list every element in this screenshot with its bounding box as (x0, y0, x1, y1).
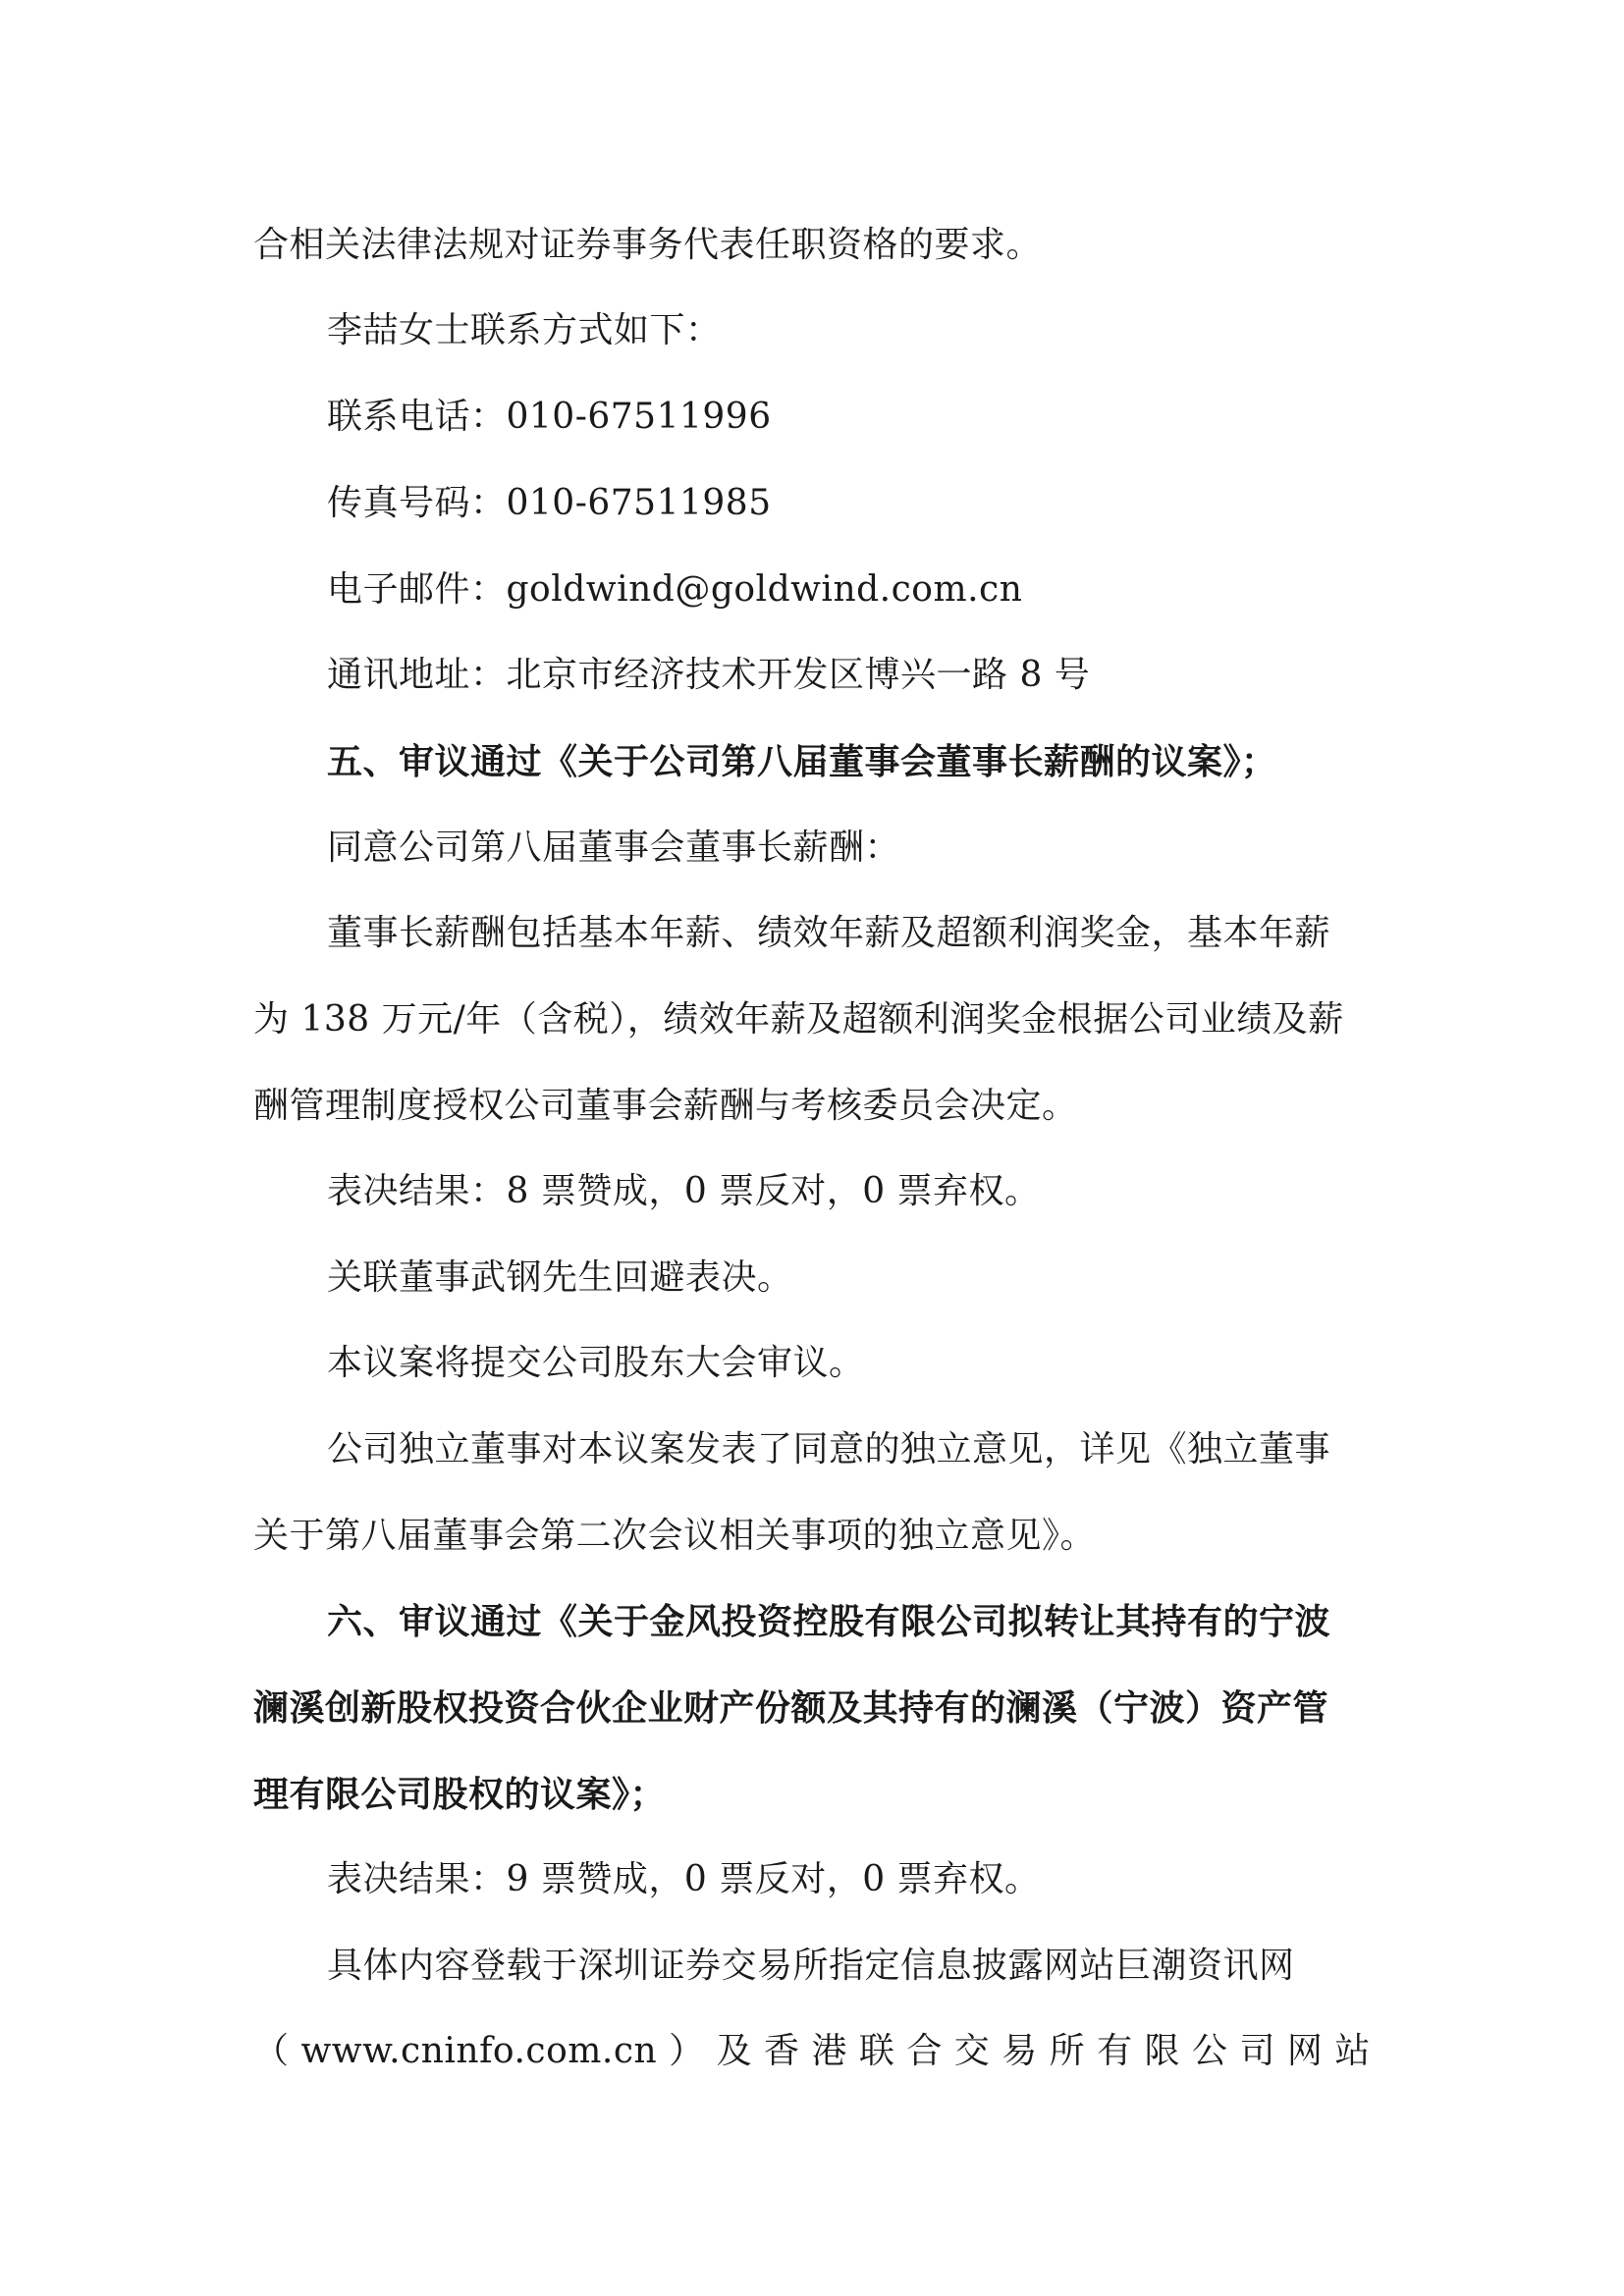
contact-intro: 李喆女士联系方式如下： (327, 310, 722, 350)
paragraph-line: 酬管理制度授权公司董事会薪酬与考核委员会决定。 (253, 1086, 1078, 1126)
paragraph-line: 合相关法律法规对证券事务代表任职资格的要求。 (253, 225, 1043, 265)
contact-phone: 联系电话：010-67511996 (327, 397, 772, 437)
paragraph-line: 具体内容登载于深圳证券交易所指定信息披露网站巨潮资讯网 (327, 1946, 1295, 1986)
contact-email: 电子邮件：goldwind@goldwind.com.cn (327, 569, 1023, 610)
section-heading-6-cont: 澜溪创新股权投资合伙企业财产份额及其持有的澜溪（宁波）资产管 (253, 1687, 1329, 1729)
section-heading-5: 五、审议通过《关于公司第八届董事会董事长薪酬的议案》； (327, 741, 1277, 782)
paragraph-line: 同意公司第八届董事会董事长薪酬： (327, 828, 901, 868)
paragraph-line: 为 138 万元/年（含税），绩效年薪及超额利润奖金根据公司业绩及薪 (253, 999, 1344, 1040)
paragraph-line: 公司独立董事对本议案发表了同意的独立意见，详见《独立董事 (327, 1429, 1331, 1469)
contact-fax: 传真号码：010-67511985 (327, 483, 772, 523)
paragraph-line: 董事长薪酬包括基本年薪、绩效年薪及超额利润奖金，基本年薪 (327, 913, 1331, 953)
paragraph-line: 关联董事武钢先生回避表决。 (327, 1257, 793, 1298)
paragraph-line: 本议案将提交公司股东大会审议。 (327, 1343, 865, 1383)
vote-result: 表决结果：8 票赞成，0 票反对，0 票弃权。 (327, 1171, 1041, 1211)
section-heading-6-cont: 理有限公司股权的议案》； (253, 1774, 667, 1815)
section-heading-6: 六、审议通过《关于金风投资控股有限公司拟转让其持有的宁波 (327, 1601, 1331, 1642)
paragraph-line: （ www.cninfo.com.cn ） 及 香 港 联 合 交 易 所 有 限 公 司 网 站 (253, 2031, 1371, 2071)
paragraph-line: 关于第八届董事会第二次会议相关事项的独立意见》。 (253, 1516, 1097, 1556)
vote-result: 表决结果：9 票赞成，0 票反对，0 票弃权。 (327, 1859, 1041, 1899)
contact-address: 通讯地址：北京市经济技术开发区博兴一路 8 号 (327, 655, 1091, 695)
